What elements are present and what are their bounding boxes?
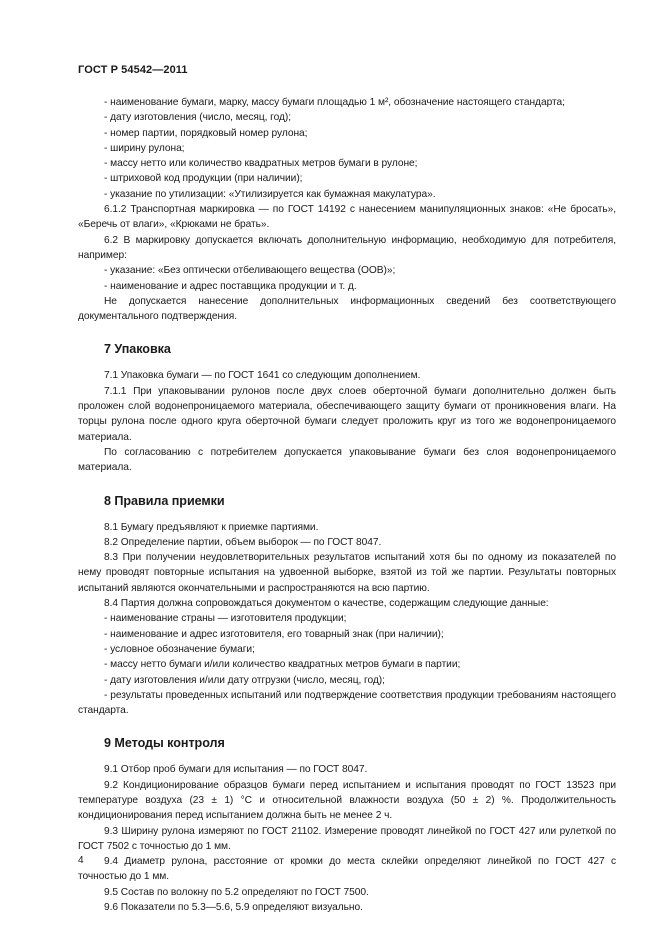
paragraph: 9.5 Состав по волокну по 5.2 определяют по ГОСТ 7500.	[104, 886, 369, 898]
list-item: - дату изготовления и/или дату отгрузки (число, месяц, год);	[104, 674, 385, 686]
list-item: - условное обозначение бумаги;	[104, 643, 255, 655]
paragraph: 8.4 Партия должна сопровождаться документом о качестве, содержащим следующие данные:	[104, 598, 549, 610]
paragraph: 8.2 Определение партии, объем выборок — по ГОСТ 8047.	[104, 536, 382, 548]
paragraph: 9.6 Показатели по 5.3—5.6, 5.9 определяют визуально.	[104, 902, 363, 914]
list-item: - наименование и адрес поставщика продукции и т. д.	[104, 280, 357, 292]
list-item: - массу нетто или количество квадратных метров бумаги в рулоне;	[104, 158, 418, 170]
paragraph: 9.2 Кондиционирование образцов бумаги перед испытанием и испытания проводят по ГОСТ 13523 при температуре воздуха (23 ± 1) °С и относительной влажности воздуха (50 ± 2) %. Продолжительность кондиционирования перед испытанием должна быть не менее 2 ч.	[78, 779, 616, 822]
paragraph: 6.2 В маркировку допускается включать дополнительную информацию, необходимую для потребителя, например:	[78, 234, 616, 261]
list-item: - наименование и адрес изготовителя, его товарный знак (при наличии);	[104, 628, 444, 640]
section-heading: 9 Методы контроля	[104, 736, 225, 751]
document-header: ГОСТ Р 54542—2011	[78, 64, 188, 76]
paragraph: 8.3 При получении неудовлетворительных результатов испытаний хотя бы по одному из показателей по нему проводят повторные испытания на удвоенной выборке, взятой из той же партии. Результаты повторных испытаний являются окончательными и распространяются на всю партию.	[78, 552, 616, 594]
list-item: - наименование страны — изготовителя продукции;	[104, 613, 347, 625]
list-item: - массу нетто бумаги и/или количество квадратных метров бумаги в партии;	[104, 659, 461, 671]
list-item: - ширину рулона;	[104, 142, 185, 154]
page-body	[78, 95, 616, 915]
paragraph: По согласованию с потребителем допускается упаковывание бумаги без слоя водонепроницаемого материала.	[78, 446, 616, 474]
paragraph: Не допускается нанесение дополнительных информационных сведений без соответствующего документального подтверждения.	[78, 295, 616, 323]
paragraph: 9.3 Ширину рулона измеряют по ГОСТ 21102. Измерение проводят линейкой по ГОСТ 427 или рулеткой по ГОСТ 7502 с точностью до 1 мм.	[78, 825, 616, 852]
list-item: - номер партии, порядковый номер рулона;	[104, 127, 308, 139]
paragraph: 7.1 Упаковка бумаги — по ГОСТ 1641 со следующим дополнением.	[104, 370, 421, 382]
paragraph: 9.1 Отбор проб бумаги для испытания — по ГОСТ 8047.	[104, 764, 368, 776]
section-heading: 8 Правила приемки	[104, 493, 225, 508]
list-item: - штриховой код продукции (при наличии);	[104, 173, 303, 185]
list-item: - указание: «Без оптически отбеливающего вещества (ООВ)»;	[104, 265, 396, 277]
paragraph: 6.1.2 Транспортная маркировка — по ГОСТ 14192 с нанесением манипуляционных знаков: «Не бросать», «Беречь от влаги», «Крюками не брать».	[78, 204, 616, 231]
list-item: - наименование бумаги, марку, массу бумаги площадью 1 м², обозначение настоящего стандарта;	[104, 97, 565, 108]
list-item: - результаты проведенных испытаний или подтверждение соответствия продукции требованиям настоящего стандарта.	[78, 689, 616, 717]
page-number: 4	[78, 855, 84, 866]
list-item: - указание по утилизации: «Утилизируется как бумажная макулатура».	[104, 188, 436, 200]
section-heading: 7 Упаковка	[104, 342, 171, 357]
paragraph: 7.1.1 При упаковывании рулонов после двух слоев оберточной бумаги дополнительно должен быть проложен слой водонепроницаемого материала, обеспечивающего защиту бумаги от проникновения влаги. На торцы рулона после одного круга оберточной бумаги следует проложить круг из того же водонепроницаемого материала.	[78, 385, 616, 443]
list-item: - дату изготовления (число, месяц, год);	[104, 112, 292, 124]
paragraph: 9.4 Диаметр рулона, расстояние от кромки до места склейки определяют линейкой по ГОСТ 427 с точностью до 1 мм.	[78, 856, 616, 883]
paragraph: 8.1 Бумагу предъявляют к приемке партиями.	[104, 521, 319, 533]
